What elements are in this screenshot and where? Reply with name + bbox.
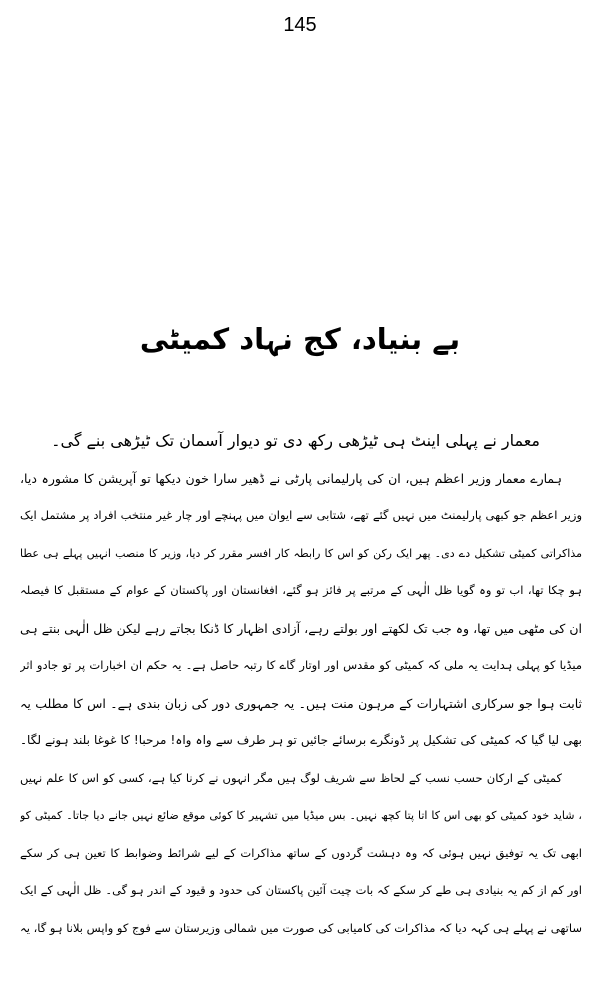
body-text — [20, 422, 582, 947]
text-line: اور کم از کم یہ بنیادی ہی طے کر سکے کہ بات چیت آئین پاکستان کی حدود و قیود کے اندر ہو گی۔ ظل الٰہی کے ایک — [20, 883, 582, 897]
text-line: ہمارے معمار وزیر اعظم ہیں، ان کی پارلیمانی پارٹی نے ڈھیر سارا خون دیکھا تو آپریشن کا مشورہ دیا، — [20, 470, 562, 486]
text-line: معمار نے پہلی اینٹ ہی ٹیڑھی رکھ دی تو دیوار آسمان تک ٹیڑھی بنے گی۔ — [51, 431, 540, 450]
text-line: کمیٹی کے ارکان حسب نسب کے لحاظ سے شریف لوگ ہیں مگر انہوں نے کرنا کیا ہے، کسی کو اس کا علم نہیں — [20, 770, 562, 785]
text-line: ان کی مٹھی میں تھا، وہ جب تک لکھتے اور بولتے رہے، آزادی اظہار کا ڈنکا بجاتے رہے لیکن ظل الٰہی بنتے ہی — [20, 620, 582, 636]
text-line: ثابت ہوا جو سرکاری اشتہارات کے مرہون منت ہیں۔ یہ جمہوری دور کی زبان بندی ہے۔ اس کا مطلب یہ — [20, 695, 582, 711]
text-line: ساتھی نے پہلے ہی کہہ دیا کہ مذاکرات کی کامیابی کی صورت میں شمالی وزیرستان سے فوج کو واپس بلانا ہو گا، یہ — [20, 920, 582, 935]
text-line: مذاکراتی کمیٹی تشکیل دے دی۔ پھر ایک رکن کو اس کا رابطہ کار افسر مقرر کر دیا، وزیر کا منصب انہیں پہلے ہی عطا — [20, 546, 582, 560]
text-line: ہو چکا تھا، اب تو وہ گویا ظل الٰہی کے مرتبے پر فائز ہو گئے، افغانستان اور پاکستان کے عوام کے مستقبل کا فیصلہ — [20, 583, 582, 597]
text-line: میڈیا کو پہلی ہدایت یہ ملی کہ کمیٹی کو مقدس اور اوتار گاے کا رتبہ حاصل ہے۔ یہ حکم ان اخبارات پر تو جادو اثر — [20, 658, 582, 672]
chapter-title: بے بنیاد، کج نہاد کمیٹی — [139, 322, 461, 356]
text-line: وزیر اعظم جو کبھی پارلیمنٹ میں نہیں گئے تھے، شتابی سے ایوان میں پہنچے اور چار غیر منتخب افراد پر مشتمل ایک — [20, 508, 582, 522]
text-line: ابھی تک یہ توفیق نہیں ہوئی کہ وہ دہشت گردوں کے ساتھ مذاکرات کے لیے شرائط وضوابط کا تعین ہی کر سکے — [20, 845, 582, 860]
text-line: ، شاید خود کمیٹی کو بھی اس کا اتا پتا کچھ نہیں۔ بس میڈیا میں تشہیر کا کوئی موقع ضائع نہیں جانے دیا جاتا۔ کمیٹی کو — [20, 809, 582, 822]
text-line: بھی لیا گیا کہ کمیٹی کی تشکیل پر ڈونگرے برسائے جائیں تو ہر طرف سے واہ واہ! مرحبا! کا غوغا بلند ہونے لگا۔ — [20, 733, 582, 747]
page-number: 145 — [283, 14, 317, 36]
